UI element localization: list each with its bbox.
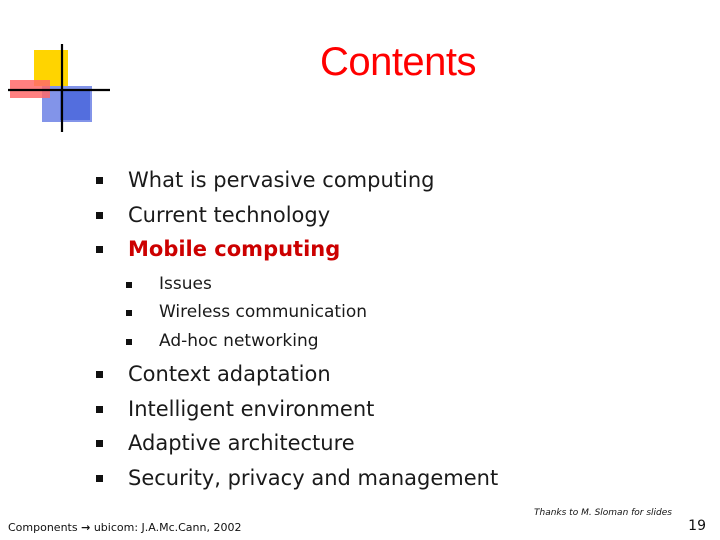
sub-bullet-list <box>96 270 498 356</box>
footer-suffix: ubicom: J.A.Mc.Cann, 2002 <box>93 521 242 534</box>
bullet-text: Current technology <box>128 202 331 227</box>
bullet-text: Intelligent environment <box>128 396 375 421</box>
bullet-item <box>96 163 498 198</box>
square-bullet-icon <box>96 246 103 253</box>
sub-bullet-item <box>126 270 498 299</box>
sub-list-container <box>96 270 498 356</box>
bullet-item <box>96 426 498 461</box>
square-bullet-icon <box>126 282 132 288</box>
square-bullet-icon <box>96 440 103 447</box>
credit-note: Thanks to M. Sloman for slides <box>534 508 672 518</box>
square-bullet-icon <box>126 310 132 316</box>
square-bullet-icon <box>96 371 103 378</box>
bullet-text: Mobile computing <box>128 237 341 261</box>
square-bullet-icon <box>96 406 103 413</box>
bullet-item <box>96 357 498 392</box>
bullet-item <box>96 392 498 427</box>
bullet-item <box>96 198 498 233</box>
square-bullet-icon <box>96 475 103 482</box>
right-arrow-icon: → <box>81 521 91 534</box>
bullet-text: Security, privacy and management <box>128 465 499 490</box>
bullet-item-highlighted <box>96 232 498 267</box>
sub-bullet-text: Wireless communication <box>159 302 368 322</box>
footer-prefix: Components <box>8 521 78 534</box>
bullet-text: Context adaptation <box>128 362 331 386</box>
square-bullet-icon <box>126 339 132 345</box>
footer-caption <box>8 521 241 534</box>
bullet-item <box>96 461 498 496</box>
page-number: 19 <box>688 518 706 534</box>
sub-bullet-item <box>126 327 498 356</box>
sub-bullet-text: Issues <box>159 273 212 294</box>
square-bullet-icon <box>96 177 103 184</box>
slide-title: Contents <box>319 40 477 84</box>
bullet-text: What is pervasive computing <box>128 168 435 192</box>
square-bullet-icon <box>96 212 103 219</box>
bullet-list <box>96 163 498 495</box>
sub-bullet-text: Ad-hoc networking <box>159 330 319 351</box>
bullet-text: Adaptive architecture <box>128 431 355 455</box>
sub-bullet-item <box>126 298 498 327</box>
